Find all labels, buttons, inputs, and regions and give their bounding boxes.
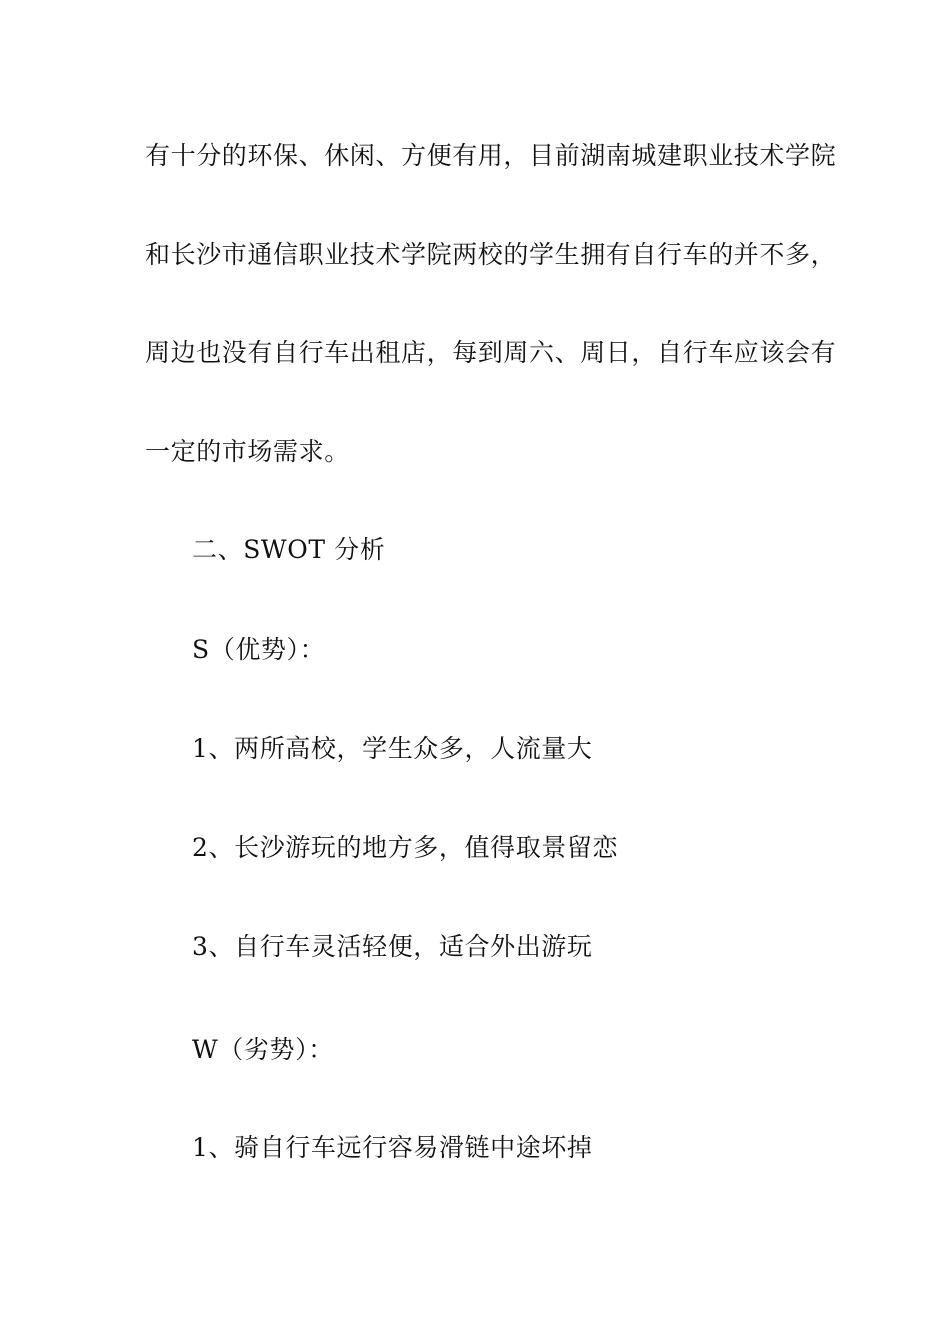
strength-item-2: 2、长沙游玩的地方多，值得取景留恋 xyxy=(192,833,619,862)
paragraph-line-1: 有十分的环保、休闲、方便有用，目前湖南城建职业技术学院 xyxy=(145,141,837,170)
weaknesses-heading: W（劣势）： xyxy=(192,1035,334,1064)
strength-item-1: 1、两所高校，学生众多，人流量大 xyxy=(192,734,593,763)
paragraph-line-4: 一定的市场需求。 xyxy=(145,437,350,466)
strength-item-3: 3、自行车灵活轻便，适合外出游玩 xyxy=(192,932,593,961)
section-heading: 二、SWOT 分析 xyxy=(192,535,386,564)
strengths-heading: S（优势）： xyxy=(192,635,326,664)
weakness-item-1: 1、骑自行车远行容易滑链中途坏掉 xyxy=(192,1133,593,1162)
paragraph-line-2: 和长沙市通信职业技术学院两校的学生拥有自行车的并不多， xyxy=(145,240,837,269)
paragraph-line-3: 周边也没有自行车出租店，每到周六、周日，自行车应该会有 xyxy=(145,338,837,367)
